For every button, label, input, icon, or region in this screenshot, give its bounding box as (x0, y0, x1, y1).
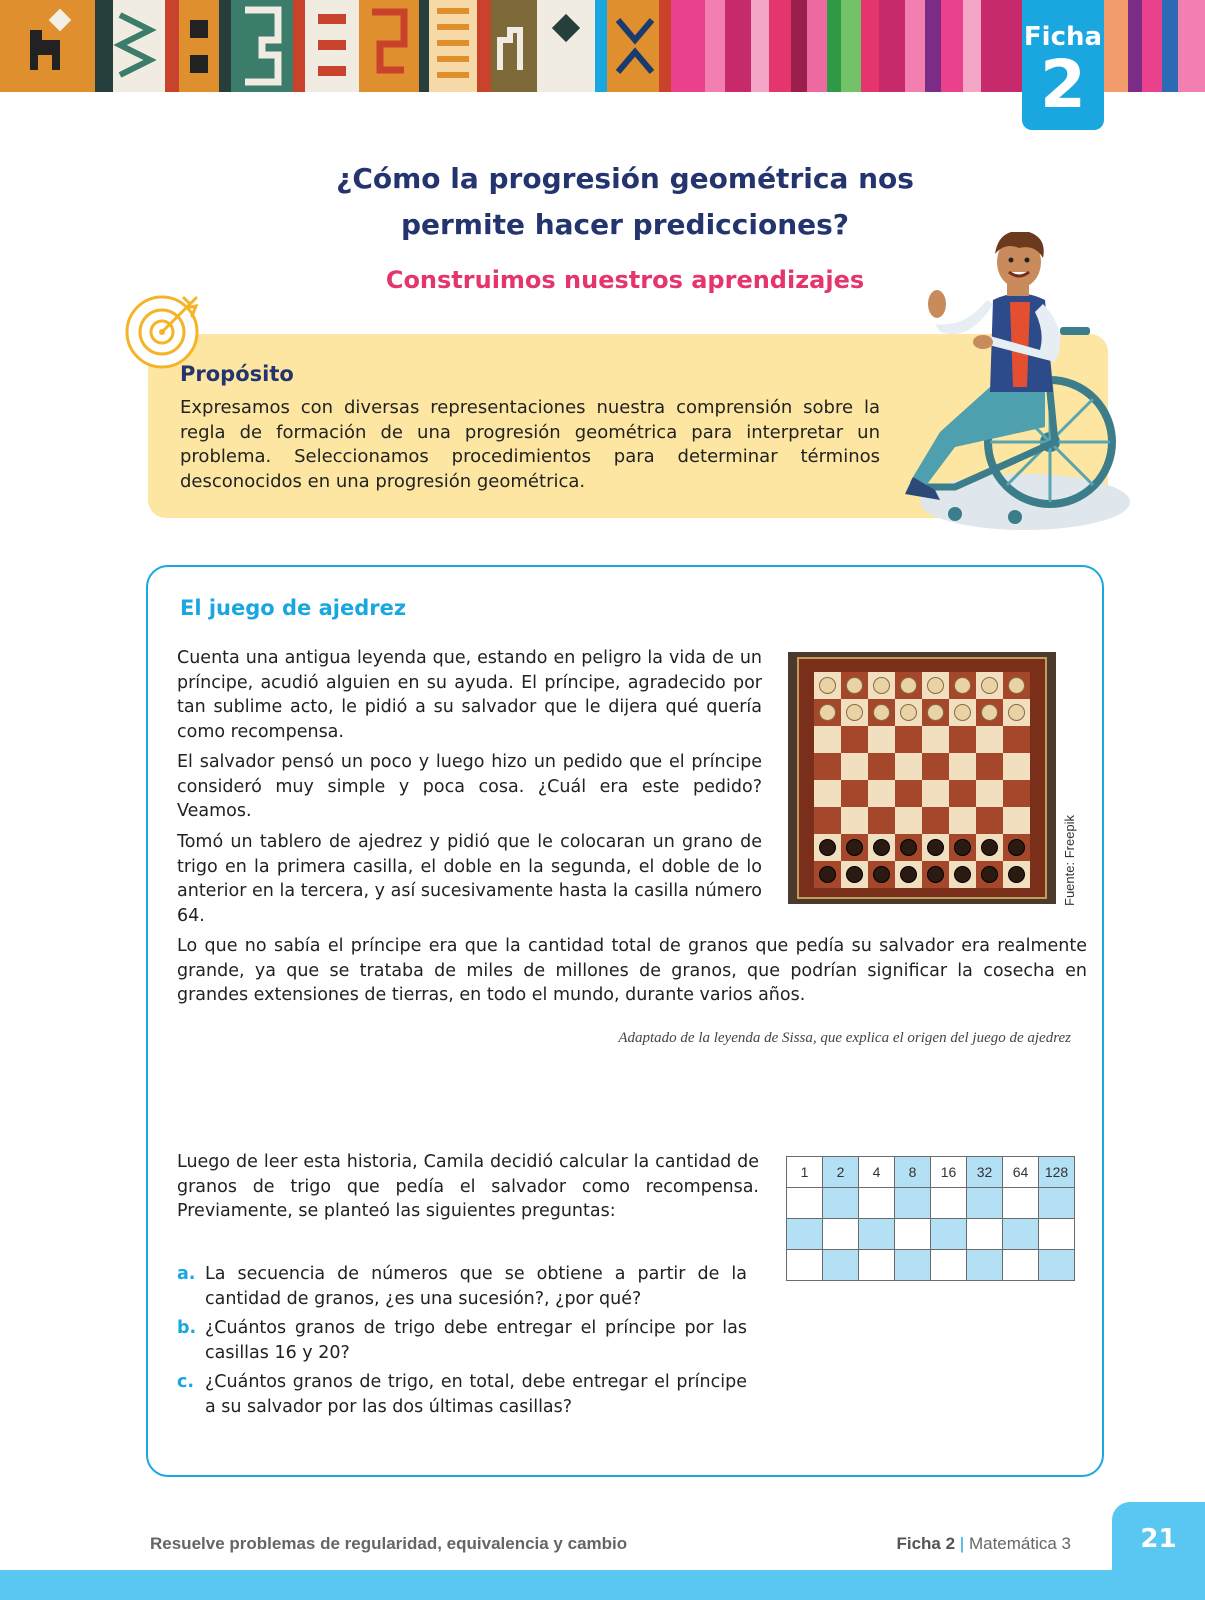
chess-piece (901, 678, 917, 694)
chess-piece (982, 840, 998, 856)
reading-paragraph: Tomó un tablero de ajedrez y pidió que le colocaran un grano de trigo en la primera casilla, el doble en la segunda, el doble de lo anterior en la tercera, y así sucesivamente hasta la casilla número 64. (177, 832, 762, 926)
grid-cell: 2 (823, 1157, 859, 1188)
chess-piece (955, 840, 971, 856)
chess-piece (955, 678, 971, 694)
purpose-text: Expresamos con diversas representaciones nuestra comprensión sobre la regla de formación de una progresión geométrica para interpretar un problema. Seleccionamos procedimientos para determinar términos desconocidos en una progresión geométrica. (180, 397, 880, 492)
grid-cell (895, 1250, 931, 1281)
board-square (841, 807, 868, 834)
grid-cell: 4 (859, 1157, 895, 1188)
grid-cell (823, 1250, 859, 1281)
board-square (922, 726, 949, 753)
board-square (1003, 753, 1030, 780)
chess-piece (955, 867, 971, 883)
chess-piece (928, 840, 944, 856)
question-letter: c. (177, 1372, 195, 1392)
grid-cell (1003, 1219, 1039, 1250)
board-square (868, 753, 895, 780)
reading-heading: El juego de ajedrez (180, 596, 407, 620)
chess-piece (847, 840, 863, 856)
grid-cell: 32 (967, 1157, 1003, 1188)
grid-cell (967, 1188, 1003, 1219)
chessboard-grid-table (786, 1156, 1075, 1281)
chess-piece (1009, 840, 1025, 856)
chess-piece (874, 840, 890, 856)
chess-piece (847, 867, 863, 883)
chess-piece (982, 705, 998, 721)
chess-piece (901, 705, 917, 721)
chessboard-photo (788, 652, 1056, 904)
reading-paragraph: Lo que no sabía el príncipe era que la cantidad total de granos que pedía su salvador era realmente grande, ya que se trataba de miles de millones de granos, que podrían significar la cosecha en grandes extensiones de tierras, en todo el mundo, durante varios años. (177, 936, 1087, 1005)
ficha-badge (1022, 0, 1104, 130)
grid-cell (1039, 1219, 1075, 1250)
board-square (814, 726, 841, 753)
board-square (814, 753, 841, 780)
question-text: ¿Cuántos granos de trigo debe entregar el príncipe por las casillas 16 y 20? (205, 1318, 747, 1363)
grid-cell (1003, 1250, 1039, 1281)
activity-intro: Luego de leer esta historia, Camila decidió calcular la cantidad de granos de trigo que pedía el salvador como recompensa. Previamente, se planteó las siguientes preguntas: (177, 1152, 759, 1221)
grid-cell: 64 (1003, 1157, 1039, 1188)
board-square (814, 780, 841, 807)
footer-strip (0, 1570, 1205, 1600)
chess-piece (1009, 678, 1025, 694)
grid-cell (1039, 1188, 1075, 1219)
chess-piece (982, 867, 998, 883)
grid-cell (787, 1250, 823, 1281)
board-square (895, 753, 922, 780)
chess-piece (874, 705, 890, 721)
reading-paragraph: Cuenta una antigua leyenda que, estando en peligro la vida de un príncipe, acudió alguien en su ayuda. El príncipe, agradecido por tan sublime acto, le pidió a su salvador que le dijera qué quería como recompensa. (177, 648, 762, 742)
grid-cell (859, 1219, 895, 1250)
chess-piece (847, 705, 863, 721)
grid-cell: 1 (787, 1157, 823, 1188)
grid-cell (895, 1188, 931, 1219)
board-square (949, 780, 976, 807)
page-title: ¿Cómo la progresión geométrica nos permite hacer predicciones? (336, 162, 914, 241)
grid-cell (931, 1250, 967, 1281)
board-square (976, 753, 1003, 780)
footer-separator: | (959, 1534, 965, 1553)
board-square (841, 753, 868, 780)
footer-course: Matemática 3 (968, 1534, 1071, 1553)
board-square (1003, 780, 1030, 807)
wheelchair-student-illustration (895, 232, 1135, 544)
board-square (922, 753, 949, 780)
chess-piece (928, 705, 944, 721)
board-square (895, 807, 922, 834)
footer-book-reference (896, 1534, 1071, 1554)
board-square (976, 807, 1003, 834)
board-square (949, 726, 976, 753)
board-square (976, 780, 1003, 807)
question-b (177, 1316, 747, 1365)
question-letter: a. (177, 1264, 196, 1284)
grid-cell (787, 1188, 823, 1219)
board-square (922, 780, 949, 807)
ficha-number: 2 (1040, 46, 1086, 123)
grid-cell (859, 1250, 895, 1281)
chess-piece (901, 867, 917, 883)
chess-piece (982, 678, 998, 694)
grid-cell (787, 1219, 823, 1250)
ficha-label: Ficha (1023, 22, 1103, 52)
chess-piece (955, 705, 971, 721)
board-square (814, 807, 841, 834)
grid-cell: 16 (931, 1157, 967, 1188)
section-subtitle: Construimos nuestros aprendizajes (385, 266, 865, 294)
chess-piece (874, 678, 890, 694)
board-square (895, 780, 922, 807)
footer-competency: Resuelve problemas de regularidad, equivalencia y cambio (150, 1534, 628, 1553)
chess-piece (928, 678, 944, 694)
grid-cell: 8 (895, 1157, 931, 1188)
chess-piece (874, 867, 890, 883)
chess-piece (847, 678, 863, 694)
board-square (949, 807, 976, 834)
source-citation: Adaptado de la leyenda de Sissa, que explica el origen del juego de ajedrez (618, 1030, 1071, 1046)
grid-cell: 128 (1039, 1157, 1075, 1188)
chess-piece (820, 867, 836, 883)
grid-cell (931, 1188, 967, 1219)
grid-cell (895, 1219, 931, 1250)
reading-paragraph: El salvador pensó un poco y luego hizo un pedido que el príncipe consideró muy simple y poca cosa. ¿Cuál era este pedido? Veamos. (177, 752, 762, 821)
board-square (868, 726, 895, 753)
grid-cell (859, 1188, 895, 1219)
grid-cell (823, 1219, 859, 1250)
grid-cell (931, 1219, 967, 1250)
question-text: ¿Cuántos granos de trigo, en total, debe entregar el príncipe a su salvador por las dos últimas casillas? (205, 1372, 747, 1417)
chess-piece (928, 867, 944, 883)
board-square (868, 807, 895, 834)
footer-ficha: Ficha 2 (896, 1534, 956, 1553)
board-square (1003, 726, 1030, 753)
question-letter: b. (177, 1318, 197, 1338)
purpose-heading: Propósito (180, 362, 294, 386)
grid-cell (823, 1188, 859, 1219)
chess-piece (1009, 705, 1025, 721)
board-square (895, 726, 922, 753)
grid-cell (967, 1250, 1003, 1281)
board-square (922, 807, 949, 834)
chess-piece (901, 840, 917, 856)
board-square (841, 780, 868, 807)
chess-piece (820, 840, 836, 856)
board-square (976, 726, 1003, 753)
grid-cell (967, 1219, 1003, 1250)
question-text: La secuencia de números que se obtiene a partir de la cantidad de granos, ¿es una sucesión?, ¿por qué? (205, 1264, 747, 1309)
question-c (177, 1370, 747, 1419)
chess-piece (820, 705, 836, 721)
chess-piece (820, 678, 836, 694)
image-credit: Fuente: Freepik (1062, 814, 1077, 906)
board-square (1003, 807, 1030, 834)
target-icon (124, 290, 204, 370)
chess-piece (1009, 867, 1025, 883)
grid-cell (1003, 1188, 1039, 1219)
board-square (868, 780, 895, 807)
page-number: 21 (1112, 1502, 1205, 1600)
board-square (949, 753, 976, 780)
question-a (177, 1262, 747, 1311)
board-square (841, 726, 868, 753)
grid-cell (1039, 1250, 1075, 1281)
